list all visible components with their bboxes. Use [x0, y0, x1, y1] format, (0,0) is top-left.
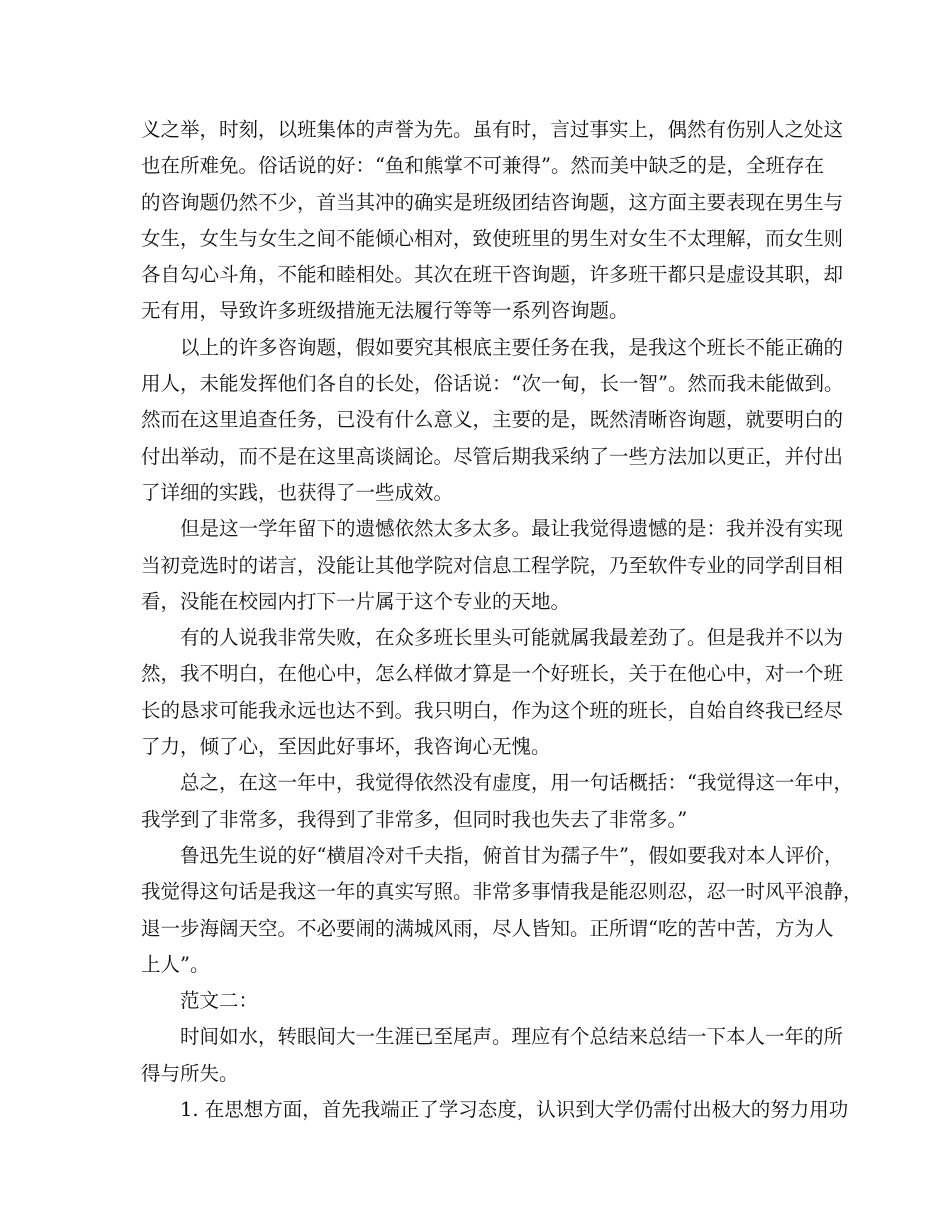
text-line: 总之，在这一年中，我觉得依然没有虚度，用一句话概括：“我觉得这一年中，: [180, 771, 853, 795]
text-line: 各自勾心斗角，不能和睦相处。其次在班干咨询题，许多班干都只是虚设其职，却: [141, 263, 844, 287]
text-line: 女生，女生与女生之间不能倾心相对，致使班里的男生对女生不太理解，而女生则: [141, 226, 844, 250]
text-line: 也在所难免。俗话说的好：“鱼和熊掌不可兼得”。然而美中缺乏的是，全班存在: [141, 154, 824, 178]
text-line: 无有用，导致许多班级措施无法履行等等一系列咨询题。: [141, 299, 629, 323]
text-line: 的咨询题仍然不少，首当其冲的确实是班级团结咨询题，这方面主要表现在男生与: [141, 190, 844, 214]
text-line: 有的人说我非常失败，在众多班长里头可能就属我最差劲了。但是我并不以为: [180, 626, 844, 650]
section-heading: 范文二：: [180, 989, 259, 1013]
text-line: 我觉得这句话是我这一年的真实写照。非常多事情我是能忍则忍，忍一时风平浪静，: [141, 880, 863, 904]
text-line: 当初竞选时的诺言，没能让其他学院对信息工程学院，乃至软件专业的同学刮目相: [141, 553, 844, 577]
text-line: 退一步海阔天空。不必要闹的满城风雨，尽人皆知。正所谓“吃的苦中苦，方为人: [141, 916, 834, 940]
text-line: 我学到了非常多，我得到了非常多，但同时我也失去了非常多。”: [141, 807, 688, 831]
text-line: 鲁迅先生说的好“横眉冷对千夫指，俯首甘为孺子牛”，假如要我对本人评价，: [180, 843, 844, 867]
text-line: 得与所失。: [141, 1061, 239, 1085]
text-line: 然而在这里追查任务，已没有什么意义，主要的是，既然清晰咨询题，就要明白的: [141, 408, 844, 432]
text-line: 义之举，时刻，以班集体的声誉为先。虽有时，言过事实上，偶然有伤别人之处这: [141, 118, 844, 141]
text-line: 以上的许多咨询题，假如要究其根底主要任务在我，是我这个班长不能正确的: [180, 335, 844, 359]
text-line: 了力，倾了心，至因此好事坏，我咨询心无愧。: [141, 735, 551, 759]
document-body: [141, 112, 863, 1128]
text-line: 然，我不明白，在他心中，怎么样做才算是一个好班长，关于在他心中，对一个班: [141, 662, 844, 686]
text-line: 看，没能在校园内打下一片属于这个专业的天地。: [141, 589, 571, 613]
text-line: 长的恳求可能我永远也达不到。我只明白，作为这个班的班长，自始自终我已经尽: [141, 698, 844, 722]
text-line: 但是这一学年留下的遗憾依然太多太多。最让我觉得遗憾的是：我并没有实现: [180, 517, 844, 541]
text-line: 了详细的实践，也获得了一些成效。: [141, 480, 454, 504]
text-line: 上人”。: [141, 952, 210, 976]
text-line: 时间如水，转眼间大一生涯已至尾声。理应有个总结来总结一下本人一年的所: [180, 1025, 844, 1049]
text-line: 付出举动，而不是在这里高谈阔论。尽管后期我采纳了一些方法加以更正，并付出: [141, 444, 844, 468]
text-line: 1. 在思想方面，首先我端正了学习态度，认识到大学仍需付出极大的努力用功: [180, 1098, 849, 1122]
text-line: 用人，未能发挥他们各自的长处，俗话说：“次一甸，长一智”。然而我未能做到。: [141, 372, 844, 396]
